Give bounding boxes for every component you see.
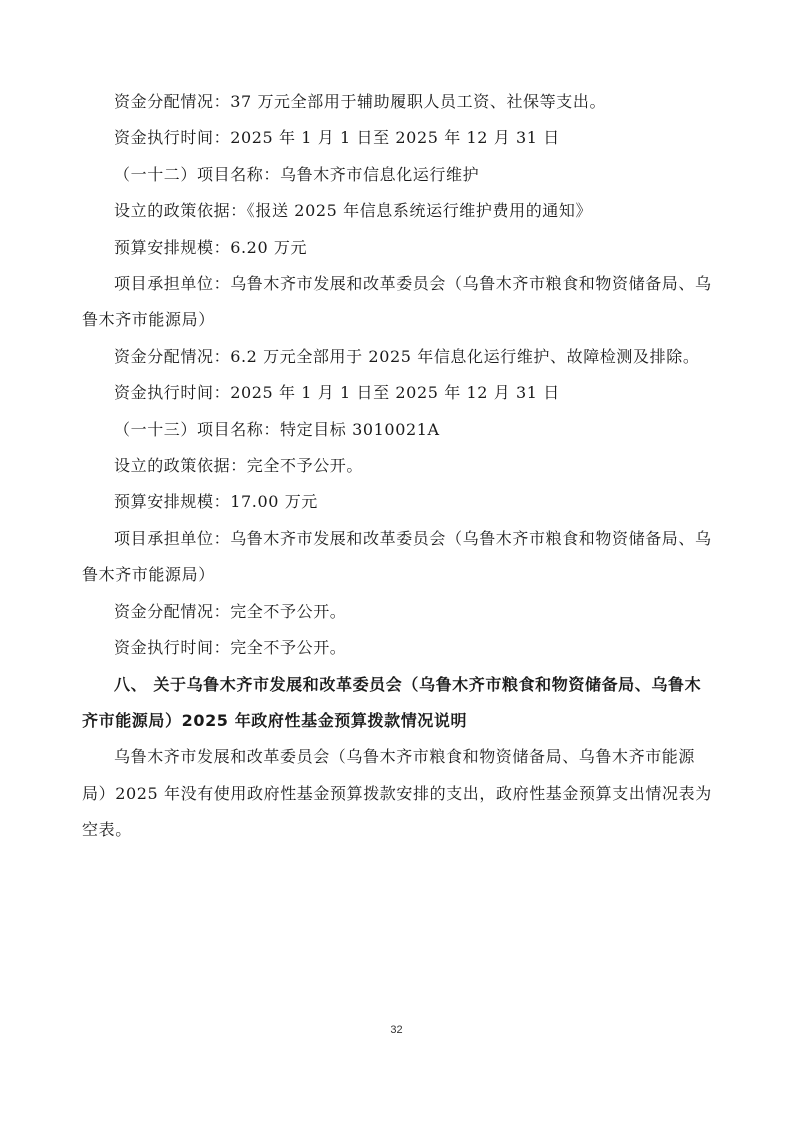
paragraph-execution-time-1: 资金执行时间：2025 年 1 月 1 日至 2025 年 12 月 31 日 (114, 128, 560, 148)
paragraph-project-13-policy: 设立的政策依据：完全不予公开。 (114, 456, 364, 476)
paragraph-project-13-execution: 资金执行时间：完全不予公开。 (114, 638, 347, 658)
paragraph-project-12-unit: 项目承担单位：乌鲁木齐市发展和改革委员会（乌鲁木齐市粮食和物资储备局、乌鲁木齐市能源局） (82, 274, 712, 330)
paragraph-project-12-policy: 设立的政策依据：《报送 2025 年信息系统运行维护费用的通知》 (114, 201, 593, 221)
paragraph-government-fund-note: 乌鲁木齐市发展和改革委员会（乌鲁木齐市粮食和物资储备局、乌鲁木齐市能源局）2025 年没有使用政府性基金预算拨款安排的支出，政府性基金预算支出情况表为空表。 (82, 747, 712, 840)
paragraph-project-13-unit: 项目承担单位：乌鲁木齐市发展和改革委员会（乌鲁木齐市粮食和物资储备局、乌鲁木齐市能源局） (82, 528, 712, 585)
paragraph-fund-allocation-1: 资金分配情况：37 万元全部用于辅助履职人员工资、社保等支出。 (114, 92, 607, 111)
document-body (82, 84, 712, 849)
paragraph-project-13-budget: 预算安排规模：17.00 万元 (114, 492, 318, 512)
page-number: 32 (390, 1024, 403, 1036)
paragraph-project-12-budget: 预算安排规模：6.20 万元 (114, 237, 308, 257)
paragraph-project-12-execution: 资金执行时间：2025 年 1 月 1 日至 2025 年 12 月 31 日 (114, 383, 560, 403)
section-heading-eight: 八、 关于乌鲁木齐市发展和改革委员会（乌鲁木齐市粮食和物资储备局、乌鲁木齐市能源局）2025 年政府性基金预算拨款情况说明 (82, 674, 702, 730)
paragraph-project-13-allocation: 资金分配情况：完全不予公开。 (114, 601, 347, 621)
paragraph-project-12-name: （一十二）项目名称：乌鲁木齐市信息化运行维护 (114, 164, 480, 184)
paragraph-project-13-name: （一十三）项目名称：特定目标 3010021A (114, 419, 440, 439)
paragraph-project-12-allocation: 资金分配情况：6.2 万元全部用于 2025 年信息化运行维护、故障检测及排除。 (114, 346, 700, 366)
